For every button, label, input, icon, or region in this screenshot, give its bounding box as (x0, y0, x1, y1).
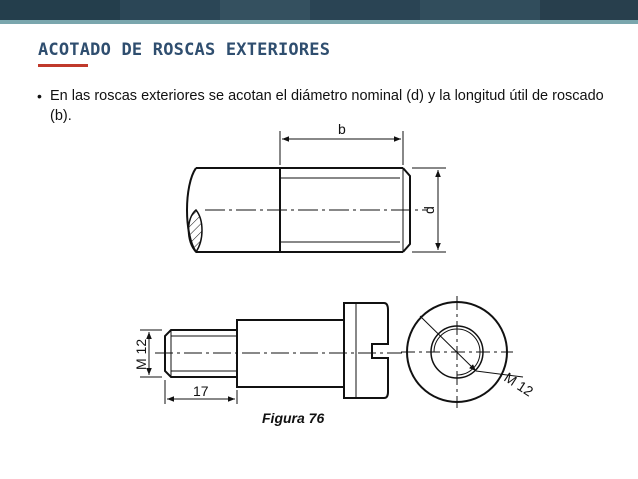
leader-line-inner (420, 316, 476, 371)
screw-side-view (140, 303, 402, 404)
screw-end-view (401, 296, 523, 408)
bullet-marker: • (37, 88, 42, 104)
label-m12-left: M 12 (133, 338, 149, 370)
label-d: d (421, 206, 437, 214)
slide-title: ACOTADO DE ROSCAS EXTERIORES (38, 40, 331, 60)
threaded-shaft-drawing (187, 131, 446, 252)
screw-head (344, 303, 388, 398)
label-b: b (338, 121, 346, 137)
label-m12-right: M 12 (501, 369, 537, 400)
bullet-text: En las roscas exteriores se acotan el diámetro nominal (d) y la longitud útil de roscado (b). (50, 88, 604, 124)
label-17: 17 (193, 383, 209, 399)
section-hatch (189, 210, 203, 252)
figure-caption: Figura 76 (262, 410, 325, 426)
